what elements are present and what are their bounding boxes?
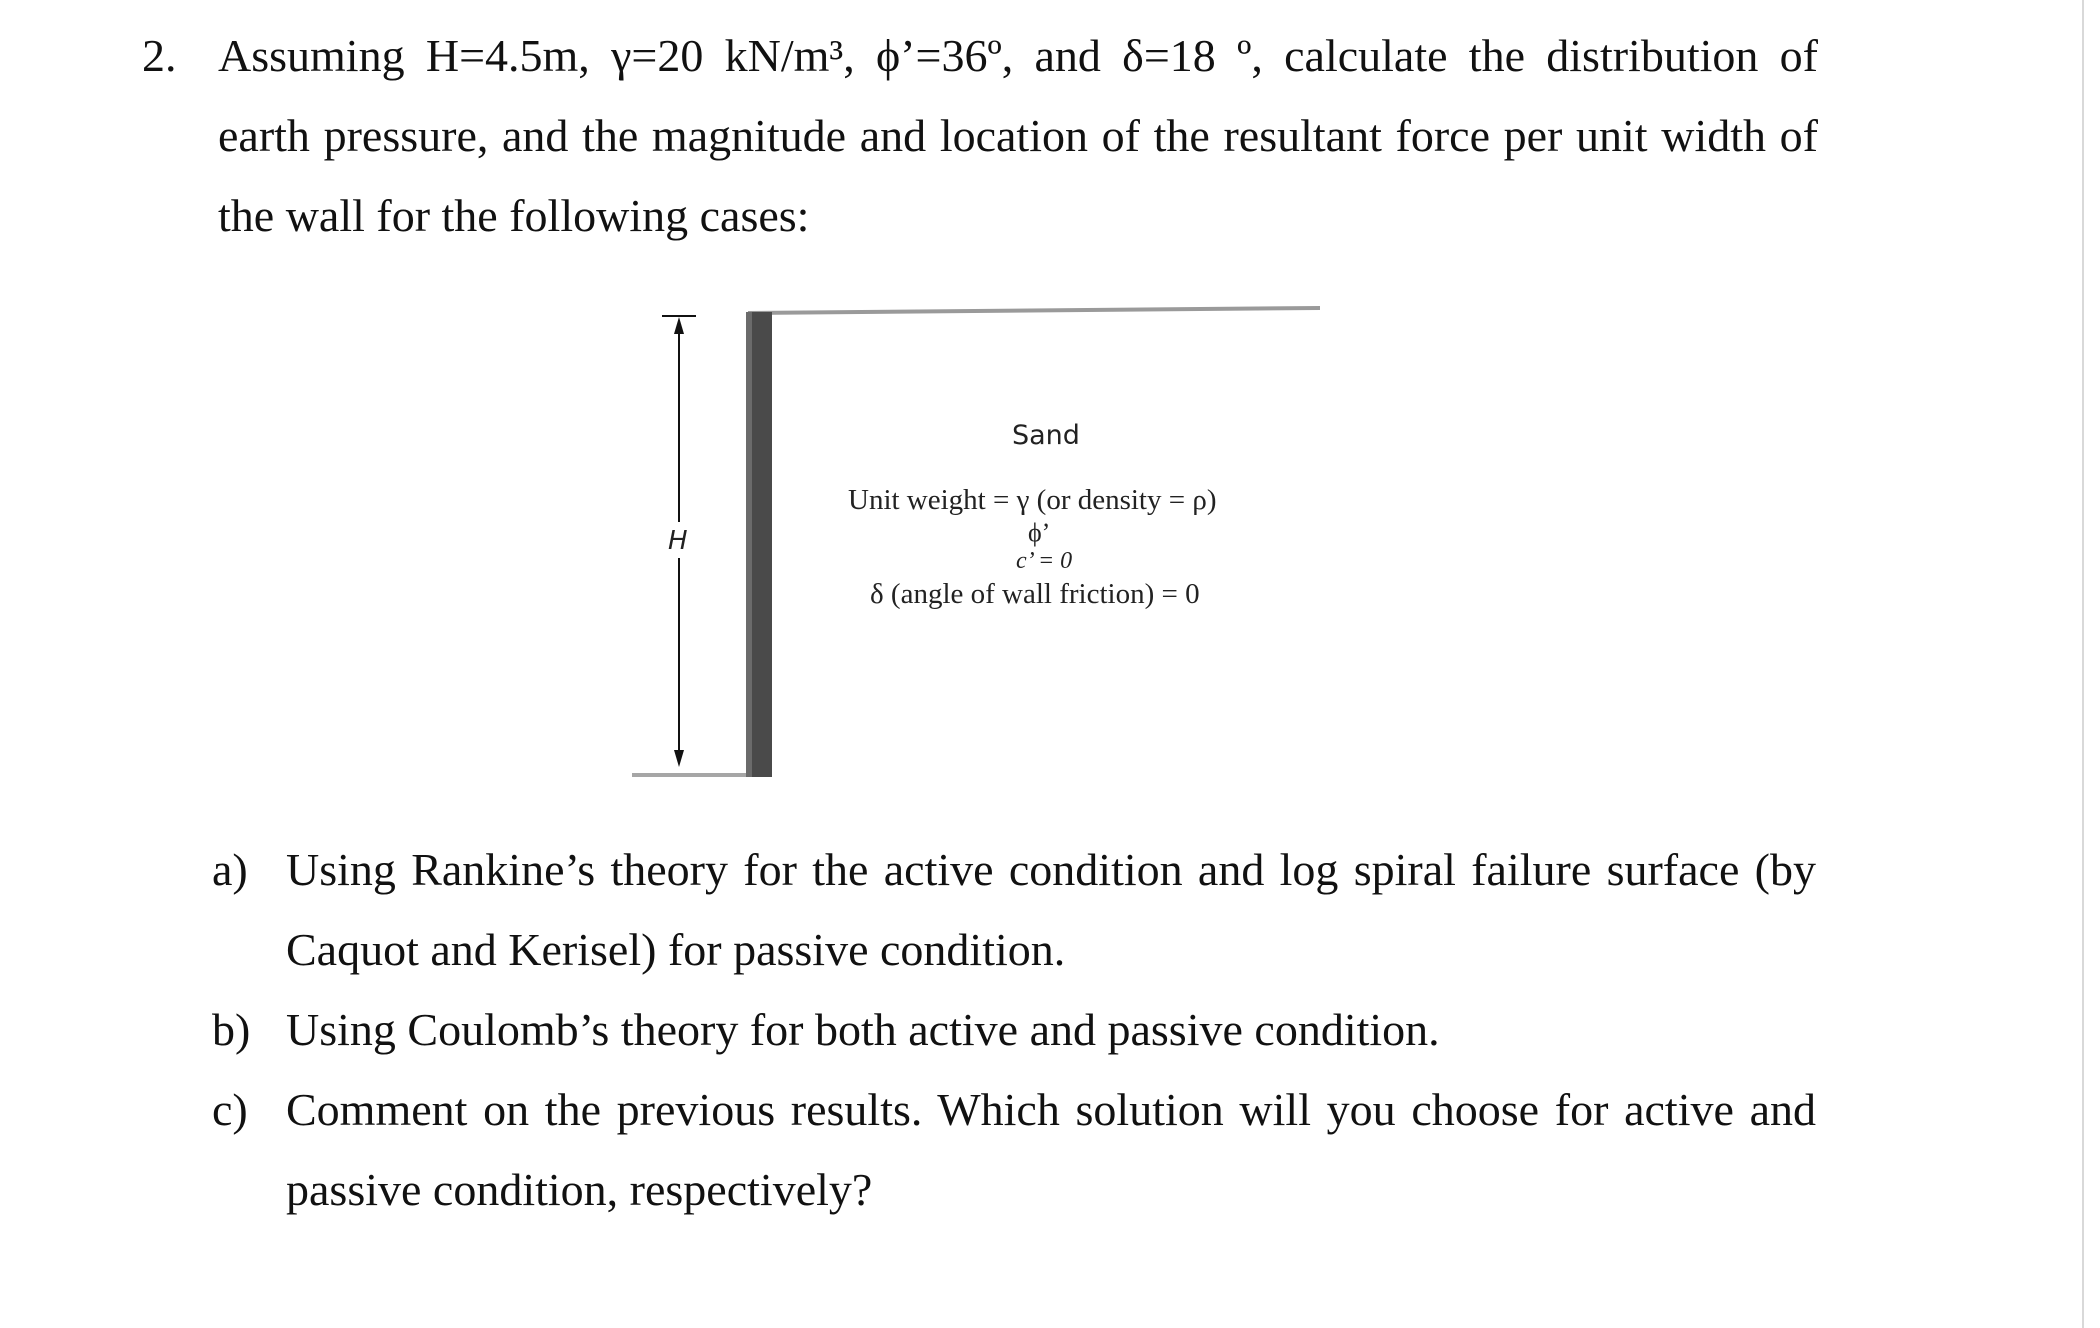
unit-weight-label: Unit weight = γ (or density = ρ)	[848, 484, 1217, 516]
page-right-edge	[2082, 0, 2084, 1328]
arrow-up-icon	[674, 317, 684, 334]
question-intro-line-2: earth pressure, and the magnitude and location of the resultant force per unit width of	[218, 110, 1818, 161]
phi-label: ϕ’	[1028, 518, 1051, 547]
case-c-line-1: Comment on the previous results. Which solution will you choose for active and	[286, 1084, 1816, 1135]
wall-friction-label: δ (angle of wall friction) = 0	[870, 578, 1200, 610]
case-b-label: b)	[212, 1004, 251, 1055]
sand-label: Sand	[1012, 420, 1080, 451]
case-b-line-1: Using Coulomb’s theory for both active and passive condition.	[286, 1004, 1440, 1055]
ground-surface-line	[748, 308, 1320, 313]
question-intro-line-3: the wall for the following cases:	[218, 190, 810, 241]
retaining-wall-diagram	[620, 300, 1340, 800]
case-a-line-2: Caquot and Kerisel) for passive condition.	[286, 924, 1066, 975]
cohesion-label: c’ = 0	[1016, 548, 1073, 574]
retaining-wall-figure	[620, 300, 1340, 800]
case-c-label: c)	[212, 1084, 248, 1135]
question-intro-line-1: Assuming H=4.5m, γ=20 kN/m³, ϕ’=36º, and δ=18 º, calculate the distribution of	[218, 30, 1818, 81]
case-a-line-1: Using Rankine’s theory for the active condition and log spiral failure surface (by	[286, 844, 1816, 895]
question-number: 2.	[142, 30, 177, 81]
case-a-label: a)	[212, 844, 248, 895]
case-c-line-2: passive condition, respectively?	[286, 1164, 873, 1215]
height-label: H	[668, 526, 688, 556]
arrow-down-icon	[674, 750, 684, 767]
